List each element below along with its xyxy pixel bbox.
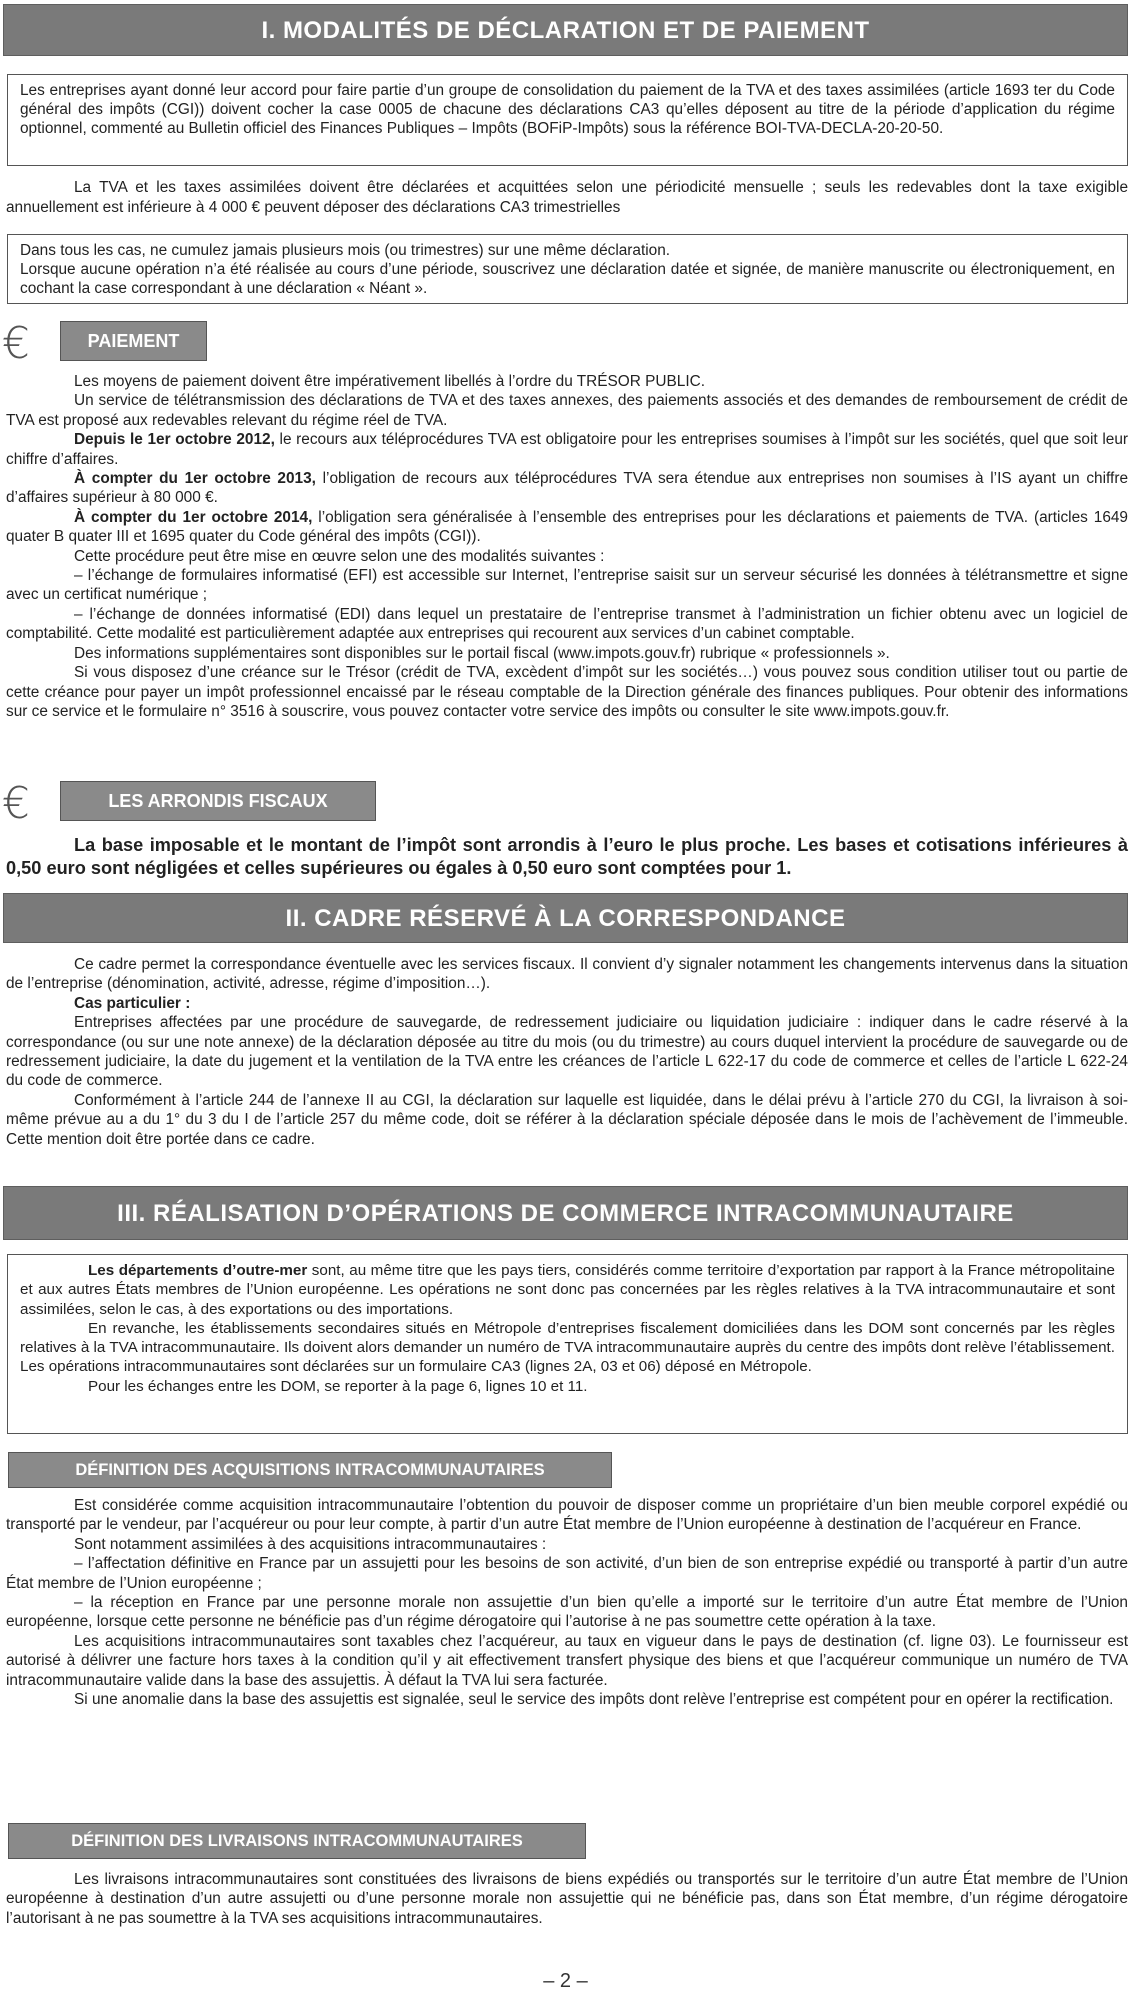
livraisons-heading: DÉFINITION DES LIVRAISONS INTRACOMMUNAUTAIRES [8,1823,586,1859]
acquisitions-p2: Sont notamment assimilées à des acquisitions intracommunautaires : [74,1535,547,1553]
neant-line: Lorsque aucune opération n’a été réalisée au cours d’une période, souscrivez une déclaration datée et signée, de manière manuscrite ou électroniquement, en cochant la case correspondant à une déclaration « Néant ». [20,261,1115,297]
paiement-p1: Les moyens de paiement doivent être impérativement libellés à l’ordre du TRÉSOR PUBLIC. [74,373,706,390]
correspondance-p1: Ce cadre permet la correspondance éventuelle avec les services fiscaux. Il convient d’y signaler notamment les changements intervenus dans la situation de l’entreprise (dénomination, activité, adresse, régime d’imposition…). [6,956,1128,993]
paiement-p6: Cette procédure peut être mise en œuvre selon une des modalités suivantes : [74,547,605,565]
correspondance-section [6,955,1128,1149]
dom-p3: Pour les échanges entre les DOM, se reporter à la page 6, lignes 10 et 11. [88,1377,588,1395]
correspondance-p2: Entreprises affectées par une procédure de sauvegarde, de redressement judiciaire ou liquidation judiciaire : indiquer dans le cadre réservé à la correspondance (ou sur une note annexe) de la déclaration déposée au titre du mois (ou du trimestre) au cours duquel intervient la procédure de sauvegarde ou de redressement judiciaire, la date du jugement et la ventilation de la TVA entre les créances de l’article L 622-17 du code de commerce et celles de l’article L 622-24 du code de commerce. [6,1014,1128,1090]
acquisitions-p1: Est considérée comme acquisition intracommunautaire l’obtention du pouvoir de disposer comme un propriétaire d’un bien meuble corporel expédié ou transporté par le vendeur, par l’acquéreur ou pour leur compte, à partir d’un autre État membre de l’Union européenne à destination de l’acquéreur en France. [6,1497,1128,1534]
paiement-p10: Si vous disposez d’une créance sur le Trésor (crédit de TVA, excèdent d’impôt sur les sociétés…) vous pouvez sous condition utiliser tout ou partie de cette créance pour payer un impôt professionnel encaissé par le réseau comptable de la Direction générale des finances publiques. Pour obtenir des informations sur ce service et le formulaire n° 3516 à souscrire, vous pouvez contacter votre service des impôts ou consulter le site www.impots.gouv.fr. [6,664,1128,720]
arrondis-section [6,834,1128,880]
acquisitions-p4: – la réception en France par une personne morale non assujettie d’un bien qu’elle a importé sur le territoire d’un autre État membre de l’Union européenne, lorsque cette personne ne bénéficie pas d’un régime dérogatoire qui l’autorise à ne pas soumettre cette opération à la taxe. [6,1594,1128,1631]
acquisitions-heading: DÉFINITION DES ACQUISITIONS INTRACOMMUNAUTAIRES [8,1452,612,1488]
paiement-p4: À compter du 1er octobre 2013, l’obligation de recours aux téléprocédures TVA sera étendue aux entreprises non soumises à l’IS ayant un chiffre d’affaires supérieur à 80 000 €. [6,470,1128,507]
acquisitions-p3: – l’affectation définitive en France par un assujetti pour les besoins de son activité, d’un bien de son entreprise expédié ou transporté à partir d’un autre État membre de l’Union européenne ; [6,1555,1128,1592]
paiement-p7: – l’échange de formulaires informatisé (EFI) est accessible sur Internet, l’entreprise saisit sur un serveur sécurisé les données à télétransmettre et signe avec un certificat numérique ; [6,567,1128,604]
arrondis-heading: LES ARRONDIS FISCAUX [60,781,376,821]
periodicite-text: La TVA et les taxes assimilées doivent être déclarées et acquittées selon une périodicité mensuelle ; seuls les redevables dont la taxe exigible annuellement est inférieure à 4 000 € peuvent déposer des déclarations CA3 trimestrielles [6,179,1128,216]
cumul-line: Dans tous les cas, ne cumulez jamais plusieurs mois (ou trimestres) sur une même déclaration. [20,242,671,259]
cas-particulier-title: Cas particulier : [74,994,191,1012]
consolidation-text: Les entreprises ayant donné leur accord pour faire partie d’un groupe de consolidation du paiement de la TVA et des taxes assimilées (article 1693 ter du Code général des impôts (CGI)) doivent cocher la case 0005 de chacune des déclarations CA3 qu’elles déposent au titre de la période d’application du régime optionnel, commenté au Bulletin officiel des Finances Publiques – Impôts (BOFiP-Impôts) sous la référence BOI-TVA-DECLA-20-20-50. [20,82,1115,137]
section-3-banner: III. RÉALISATION D’OPÉRATIONS DE COMMERCE INTRACOMMUNAUTAIRE [3,1186,1128,1240]
periodicite-paragraph [6,178,1128,217]
livraisons-p1: Les livraisons intracommunautaires sont constituées des livraisons de biens expédiés ou transportés sur le territoire d’un autre État membre de l’Union européenne à destination d’un autre assujetti ou d’une personne morale non assujettie qui ne bénéficie pas, dans son État membre, d’un régime dérogatoire l’autorisant à ne pas soumettre à la TVA ses acquisitions intracommunautaires. [6,1871,1128,1927]
dom-p1: Les départements d’outre-mer sont, au même titre que les pays tiers, considérés comme territoire d’exportation par rapport à la France métropolitaine et aux autres États membres de l’Union européenne. Les opérations ne sont donc pas concernées par les règles relatives à la TVA intracommunautaire et sont assimilées, selon le cas, à des exportations ou des importations. [20,1262,1115,1318]
cumul-box [7,234,1128,304]
paiement-p5: À compter du 1er octobre 2014, l’obligation sera généralisée à l’ensemble des entreprises pour les déclarations et paiements de TVA. (articles 1649 quater B quater III et 1695 quater du Code général des impôts (CGI)). [6,508,1128,546]
acquisitions-section [6,1496,1128,1709]
euro-icon: € [2,778,30,829]
consolidation-box [7,74,1128,166]
acquisitions-p5: Les acquisitions intracommunautaires sont taxables chez l’acquéreur, au taux en vigueur dans le pays de destination (cf. ligne 03). Le fournisseur est autorisé à délivrer une facture hors taxes à la condition qu’il y ait effectivement transfert physique des biens et que l’acquéreur communique un numéro de TVA intracommunautaire valide dans la base des assujettis. À défaut la TVA lui sera facturée. [6,1632,1128,1689]
livraisons-section [6,1870,1128,1928]
paiement-section [6,372,1128,721]
dom-box [7,1254,1128,1434]
section-1-banner: I. MODALITÉS DE DÉCLARATION ET DE PAIEMENT [3,4,1128,56]
page-number: – 2 – [543,1970,588,1992]
paiement-p3: Depuis le 1er octobre 2012, le recours aux téléprocédures TVA est obligatoire pour les entreprises soumises à l’impôt sur les sociétés, quel que soit leur chiffre d’affaires. [6,431,1129,468]
paiement-p8: – l’échange de données informatisé (EDI) dans lequel un prestataire de l’entreprise transmet à l’administration un fichier obtenu avec un logiciel de comptabilité. Cette modalité est particulièrement adaptée aux entreprises qui recourent aux services d’un cabinet comptable. [6,605,1128,643]
acquisitions-p6: Si une anomalie dans la base des assujettis est signalée, seul le service des impôts dont relève l’entreprise est compétent pour en opérer la rectification. [74,1691,1114,1709]
arrondis-text: La base imposable et le montant de l’impôt sont arrondis à l’euro le plus proche. Les bases et cotisations inférieures à 0,50 euro sont négligées et celles supérieures ou égales à 0,50 euro sont comptées pour 1. [6,835,1128,878]
correspondance-p3: Conformément à l’article 244 de l’annexe II au CGI, la déclaration sur laquelle est liquidée, dans le délai prévu à l’article 270 du CGI, la livraison à soi-même prévue au a du 1° du 3 du I de l’article 257 du même code, doit se référer à la déclaration spéciale déposée dans le mois de l’achèvement de l’immeuble. Cette mention doit être portée dans ce cadre. [6,1091,1128,1148]
dom-p2: En revanche, les établissements secondaires situés en Métropole d’entreprises fiscalement domiciliées dans les DOM sont concernés par les règles relatives à la TVA intracommunautaire. Ils doivent alors demander un numéro de TVA intracommunautaire auprès du centre des impôts dont relève l’établissement. Les opérations intracommunautaires sont déclarées sur un formulaire CA3 (lignes 2A, 03 et 06) déposé en Métropole. [20,1319,1115,1376]
section-2-banner: II. CADRE RÉSERVÉ À LA CORRESPONDANCE [3,893,1128,943]
euro-icon: € [2,318,30,369]
paiement-p9: Des informations supplémentaires sont disponibles sur le portail fiscal (www.impots.gouv.fr) rubrique « professionnels ». [74,644,890,662]
paiement-p2: Un service de télétransmission des déclarations de TVA et des taxes annexes, des paiements associés et des demandes de remboursement de crédit de TVA est proposé aux redevables relevant du régime réel de TVA. [6,392,1128,429]
paiement-heading: PAIEMENT [60,321,207,361]
